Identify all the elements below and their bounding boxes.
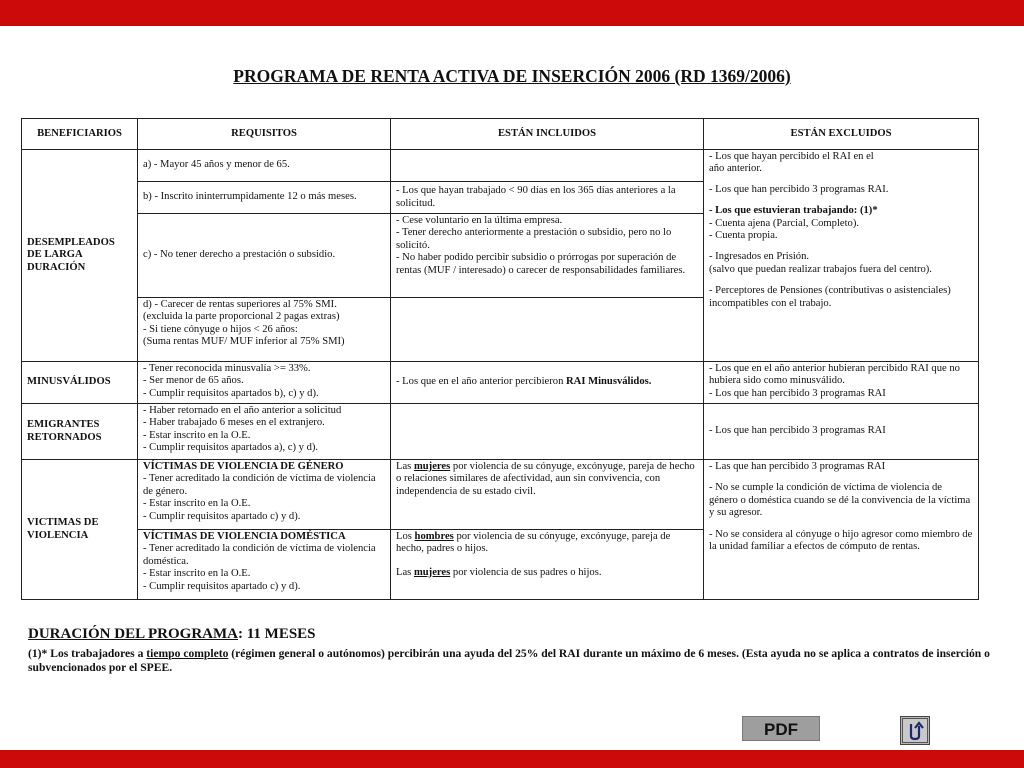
exc-minusvalidos: - Los que en el año anterior hubieran percibido RAI que no hubiera sido como minusválido. - Los que han percibido 3 programas RAI bbox=[704, 362, 979, 404]
inc-a-empty bbox=[391, 150, 704, 182]
header-beneficiarios: BENEFICIARIOS bbox=[22, 119, 138, 150]
req-minusvalidos: - Tener reconocida minusvalía >= 33%. - Ser menor de 65 años. - Cumplir requisitos apartados b), c) y d). bbox=[138, 362, 391, 404]
violencia-genero-heading: VÍCTIMAS DE VIOLENCIA DE GÉNERO bbox=[143, 461, 344, 472]
exc-victimas-2: - No se cumple la condición de víctima de violencia de género o doméstica cuando se dé la convivencia de la víctima y su agresor. bbox=[709, 482, 971, 519]
category-victimas: VICTIMAS DE VIOLENCIA bbox=[22, 460, 138, 600]
footnote bbox=[28, 647, 1003, 675]
category-larga-duracion: DESEMPLEADOS DE LARGA DURACIÓN bbox=[22, 150, 138, 362]
inc-dom2-mujeres: mujeres bbox=[413, 566, 451, 578]
req-a: a) - Mayor 45 años y menor de 65. bbox=[138, 150, 391, 182]
exc-larga-5: - Perceptores de Pensiones (contributivas o asistenciales) incompatibles con el trabajo. bbox=[709, 285, 951, 309]
inc-emigrantes-empty bbox=[391, 404, 704, 460]
exc-victimas bbox=[704, 460, 979, 600]
req-b: b) - Inscrito ininterrumpidamente 12 o más meses. bbox=[138, 182, 391, 214]
req-c: c) - No tener derecho a prestación o subsidio. bbox=[138, 214, 391, 298]
footnote-underlined: tiempo completo bbox=[146, 647, 229, 660]
duration-line bbox=[28, 626, 316, 643]
exc-larga-1: - Los que hayan percibido el RAI en el año anterior. bbox=[709, 151, 874, 175]
exc-larga-2: - Los que han percibido 3 programas RAI. bbox=[709, 183, 889, 195]
inc-dom1-pre: Los bbox=[396, 531, 415, 542]
excluded-larga-duracion bbox=[704, 150, 979, 362]
duration-label: DURACIÓN DEL PROGRAMA bbox=[28, 626, 238, 642]
inc-genero-rest: por violencia de su cónyuge, excónyuge, pareja de hecho o relaciones similares de afectividad, aun sin convivencia, con independencia de su estado civil. bbox=[396, 461, 695, 497]
bottom-red-bar bbox=[0, 750, 1024, 768]
inc-c: - Cese voluntario en la última empresa. - Tener derecho anteriormente a prestación o subsidio, pero no lo solicitó. - No haber podido percibir subsidio o prórrogas por superación de rentas (MUF / interesado) o carecer de responsabilidades familiares. bbox=[391, 214, 704, 298]
inc-minusvalidos-bold: RAI Minusválidos. bbox=[566, 376, 652, 388]
req-violencia-domestica bbox=[138, 530, 391, 600]
inc-dom2-rest: por violencia de sus padres o hijos. bbox=[450, 566, 602, 578]
inc-domestica-2 bbox=[396, 567, 698, 579]
footnote-rest: (régimen general o autónomos) percibirán una ayuda del 25% del RAI durante un máximo de 6 meses. (Esta ayuda no se aplica a contratos de inserción o subvencionados por el SPEE. bbox=[28, 647, 990, 674]
inc-violencia-genero bbox=[391, 460, 704, 530]
exc-larga-3-bold: - Los que estuvieran trabajando: (1)* bbox=[709, 205, 878, 217]
violencia-genero-req: - Tener acreditado la condición de víctima de violencia de género. - Estar inscrito en la O.E. - Cumplir requisitos apartado c) y d). bbox=[143, 473, 376, 522]
exc-larga-4: - Ingresados en Prisión. (salvo que puedan realizar trabajos fuera del centro). bbox=[709, 251, 932, 275]
header-incluidos: ESTÁN INCLUIDOS bbox=[391, 119, 704, 150]
inc-domestica-1 bbox=[396, 531, 698, 556]
table-row bbox=[22, 150, 979, 182]
page-title: PROGRAMA DE RENTA ACTIVA DE INSERCIÓN 2006 (RD 1369/2006) bbox=[233, 66, 791, 86]
inc-dom1-hombres: hombres bbox=[414, 531, 454, 542]
exc-emigrantes: - Los que han percibido 3 programas RAI bbox=[704, 404, 979, 460]
duration-value: : 11 MESES bbox=[238, 626, 316, 642]
exc-victimas-1: - Las que han percibido 3 programas RAI bbox=[709, 461, 886, 472]
header-requisitos: REQUISITOS bbox=[138, 119, 391, 150]
exc-victimas-3: - No se considera al cónyuge o hijo agresor como miembro de la unidad familiar a efectos de cómputo de rentas. bbox=[709, 528, 973, 553]
inc-violencia-domestica bbox=[391, 530, 704, 600]
rai-table bbox=[21, 118, 979, 600]
violencia-domestica-req: - Tener acreditado la condición de víctima de violencia doméstica. - Estar inscrito en la O.E. - Cumplir requisitos apartado c) y d). bbox=[143, 543, 376, 592]
table-row bbox=[22, 362, 979, 404]
footnote-pre: (1)* Los trabajadores a bbox=[28, 647, 147, 660]
req-emigrantes: - Haber retornado en el año anterior a solicitud - Haber trabajado 6 meses en el extranjero. - Estar inscrito en la O.E. - Cumplir requisitos apartados a), c) y d). bbox=[138, 404, 391, 460]
table-header-row bbox=[22, 119, 979, 150]
exc-larga-3: - Cuenta ajena (Parcial, Completo). - Cuenta propia. bbox=[709, 217, 860, 242]
req-violencia-genero bbox=[138, 460, 391, 530]
inc-minusvalidos bbox=[391, 362, 704, 404]
table-row bbox=[22, 404, 979, 460]
inc-dom1-rest: por violencia de su cónyuge, excónyuge, pareja de hecho, padres o hijos. bbox=[396, 531, 671, 555]
inc-d-empty bbox=[391, 298, 704, 362]
violencia-domestica-heading: VÍCTIMAS DE VIOLENCIA DOMÉSTICA bbox=[143, 531, 346, 542]
top-red-bar bbox=[0, 0, 1024, 26]
table-row bbox=[22, 460, 979, 530]
header-excluidos: ESTÁN EXCLUIDOS bbox=[704, 119, 979, 150]
back-button[interactable] bbox=[900, 716, 930, 745]
inc-dom2-pre: Las bbox=[396, 566, 414, 578]
inc-b: - Los que hayan trabajado < 90 días en los 365 días anteriores a la solicitud. bbox=[391, 182, 704, 214]
return-arrow-icon bbox=[901, 717, 929, 744]
inc-minusvalidos-text: - Los que en el año anterior percibieron bbox=[396, 376, 567, 388]
inc-genero-pre: Las bbox=[396, 461, 414, 472]
category-emigrantes: EMIGRANTES RETORNADOS bbox=[22, 404, 138, 460]
category-minusvalidos: MINUSVÁLIDOS bbox=[22, 362, 138, 404]
req-d: d) - Carecer de rentas superiores al 75% SMI. (excluida la parte proporcional 2 pagas extras) - Si tiene cónyuge o hijos < 26 años: (Suma rentas MUF/ MUF inferior al 75% SMI) bbox=[138, 298, 391, 362]
inc-genero-mujeres: mujeres bbox=[413, 461, 451, 472]
pdf-button[interactable]: PDF bbox=[742, 716, 820, 741]
